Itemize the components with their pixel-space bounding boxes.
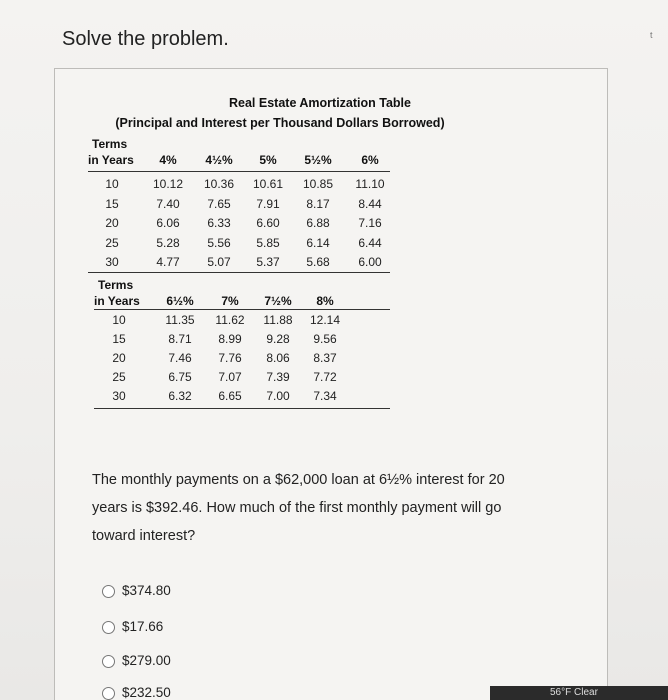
value-cell: 6.00 — [358, 255, 382, 269]
weather-text: 56°F Clear — [550, 687, 598, 698]
value-cell: 11.62 — [215, 313, 245, 327]
rate-header: 4% — [159, 153, 177, 167]
value-cell: 6.14 — [306, 235, 330, 250]
option-label: $232.50 — [122, 685, 171, 700]
value-cell: 7.72 — [313, 370, 337, 384]
value-cell: 9.56 — [313, 332, 337, 346]
value-cell: 6.32 — [168, 389, 192, 403]
table-subtitle: (Principal and Interest per Thousand Dollars Borrowed) — [115, 116, 445, 130]
value-cell: 11.88 — [263, 313, 293, 327]
value-cell: 8.44 — [358, 196, 382, 211]
upper-years-label: in Years — [88, 153, 134, 167]
radio-button[interactable] — [102, 655, 115, 668]
page-title: Solve the problem. — [62, 28, 229, 50]
option-label: $17.66 — [122, 619, 164, 634]
value-cell: 10.85 — [302, 177, 334, 191]
value-cell: 10.61 — [252, 177, 284, 191]
value-cell: 5.85 — [256, 235, 280, 250]
value-cell: 6.60 — [256, 216, 280, 230]
value-cell: 11.35 — [165, 313, 195, 327]
upper-bottom-rule — [88, 272, 390, 273]
value-cell: 5.56 — [207, 235, 231, 250]
value-cell: 5.07 — [207, 255, 231, 269]
value-cell: 6.88 — [306, 216, 330, 230]
radio-button[interactable] — [102, 687, 115, 700]
rate-header: 6½% — [166, 294, 194, 308]
value-cell: 8.71 — [168, 332, 192, 346]
value-cell: 8.17 — [306, 196, 330, 211]
term-cell: 10 — [105, 177, 119, 191]
rate-header: 8% — [316, 294, 334, 308]
value-cell: 5.68 — [306, 255, 330, 269]
rate-header: 6% — [361, 153, 379, 167]
value-cell: 5.28 — [156, 235, 180, 250]
value-cell: 8.99 — [218, 332, 242, 346]
option-label: $279.00 — [122, 653, 171, 668]
value-cell: 7.40 — [156, 196, 180, 211]
rate-header: 7½% — [264, 294, 292, 308]
corner-mark: t — [650, 30, 653, 40]
value-cell: 4.77 — [156, 255, 180, 269]
value-cell: 6.65 — [218, 389, 242, 403]
term-cell: 25 — [112, 370, 126, 384]
value-cell: 7.46 — [168, 351, 192, 365]
value-cell: 9.28 — [266, 332, 290, 346]
lower-terms-label: Terms — [98, 278, 134, 292]
value-cell: 6.33 — [207, 216, 231, 230]
table-title: Real Estate Amortization Table — [229, 96, 411, 110]
upper-terms-label: Terms — [92, 137, 128, 151]
value-cell: 7.76 — [218, 351, 242, 365]
value-cell: 6.06 — [156, 216, 180, 230]
value-cell: 7.07 — [218, 370, 242, 384]
term-cell: 20 — [112, 351, 126, 365]
value-cell: 7.39 — [266, 370, 290, 384]
lower-bottom-rule — [94, 408, 390, 409]
upper-header-rule — [88, 171, 390, 172]
value-cell: 6.75 — [168, 370, 192, 384]
radio-button[interactable] — [102, 585, 115, 598]
term-cell: 15 — [112, 332, 126, 346]
term-cell: 30 — [105, 255, 119, 269]
value-cell: 7.91 — [256, 196, 280, 211]
term-cell: 25 — [105, 235, 119, 250]
value-cell: 10.12 — [152, 177, 184, 191]
value-cell: 8.37 — [313, 351, 337, 365]
value-cell: 12.14 — [309, 313, 341, 327]
value-cell: 7.00 — [266, 389, 290, 403]
term-cell: 30 — [112, 389, 126, 403]
question-text: The monthly payments on a $62,000 loan at 6½% interest for 20 years is $392.46. How much of the first monthly payment will go toward interest? — [92, 472, 505, 544]
lower-years-label: in Years — [94, 294, 140, 308]
value-cell: 8.06 — [266, 351, 290, 365]
rate-header: 4½% — [205, 153, 233, 167]
value-cell: 10.36 — [203, 177, 235, 191]
taskbar — [490, 686, 668, 700]
term-cell: 10 — [112, 313, 126, 327]
value-cell: 6.44 — [358, 235, 382, 250]
term-cell: 20 — [105, 216, 119, 230]
term-cell: 15 — [105, 196, 119, 211]
lower-header-rule — [94, 309, 390, 310]
value-cell: 7.65 — [207, 196, 231, 211]
value-cell: 7.34 — [313, 389, 337, 403]
rate-header: 5½% — [304, 153, 332, 167]
rate-header: 5% — [259, 153, 277, 167]
value-cell: 5.37 — [256, 255, 280, 269]
radio-button[interactable] — [102, 621, 115, 634]
value-cell: 7.16 — [358, 216, 382, 230]
value-cell: 11.10 — [355, 177, 385, 191]
option-label: $374.80 — [122, 583, 171, 598]
rate-header: 7% — [221, 294, 239, 308]
